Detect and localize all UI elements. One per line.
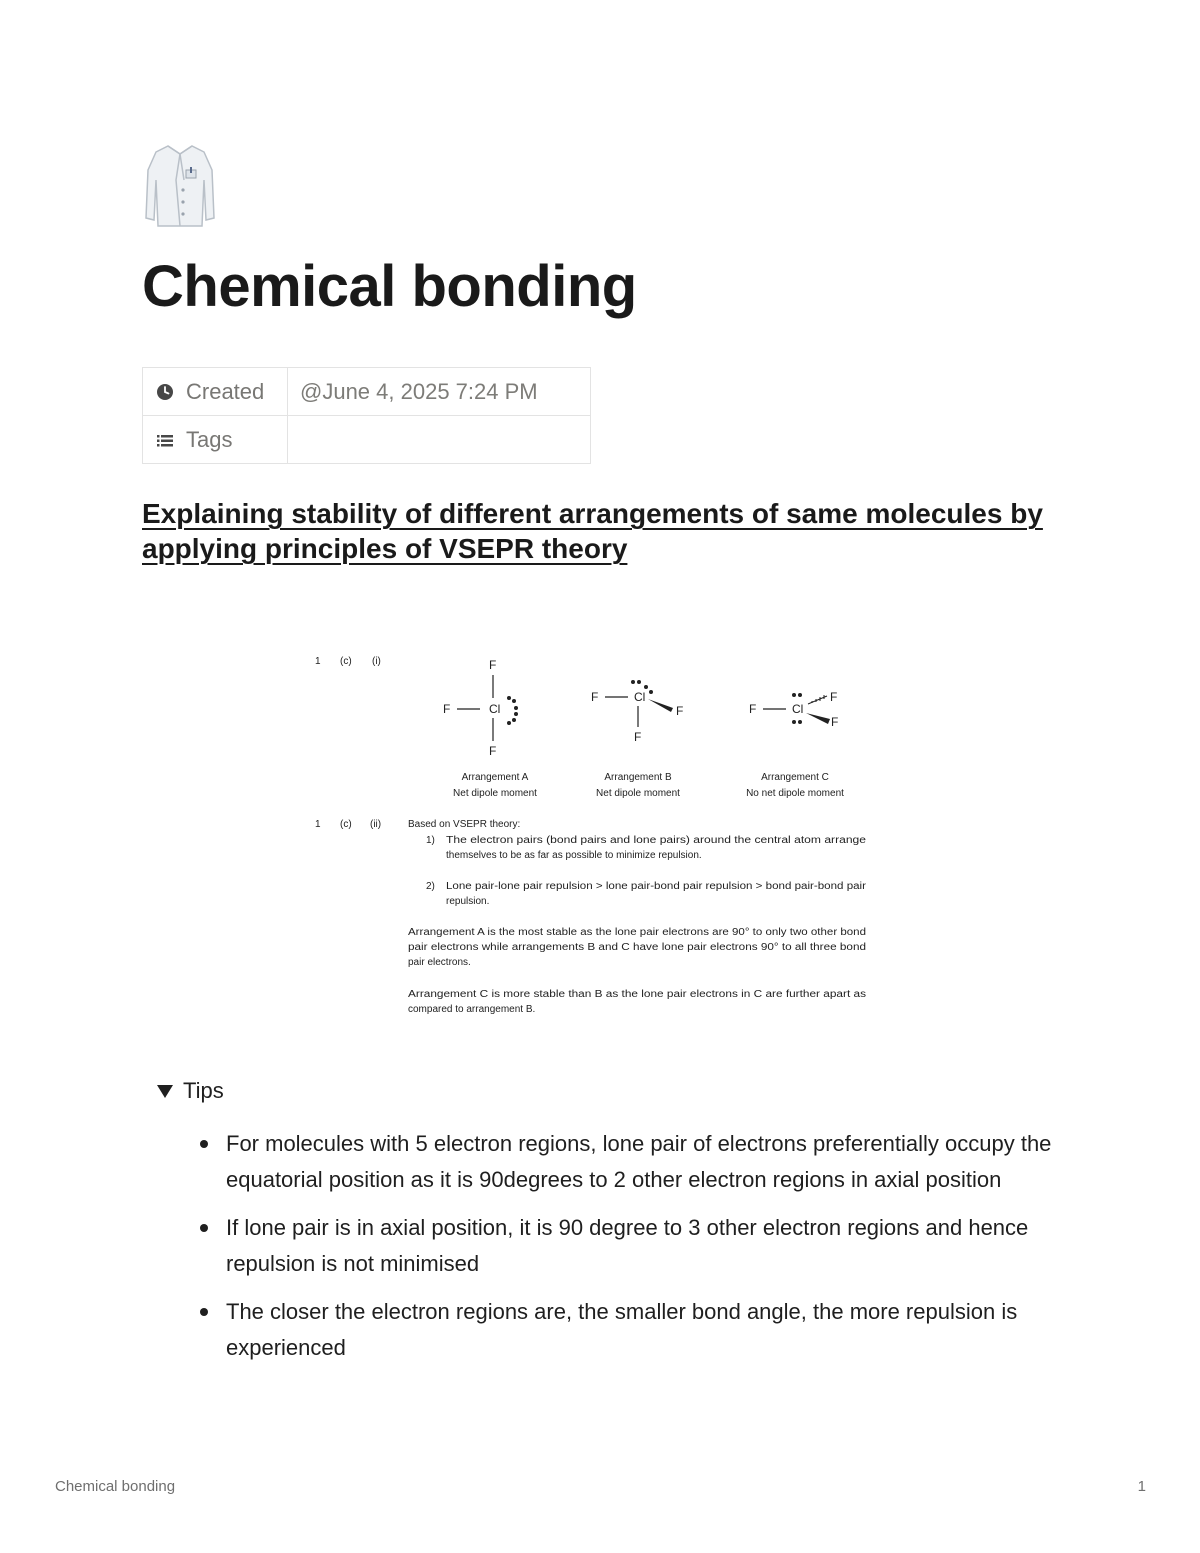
molecule-b: [591, 680, 683, 744]
svg-text:Cl: Cl: [489, 702, 501, 716]
property-key-tags: [143, 416, 288, 464]
list-item: If lone pair is in axial position, it is 90 degree to 3 other electron regions and hence repulsion is not minimised: [198, 1210, 1058, 1281]
property-key-created: [143, 368, 288, 416]
figure-question-part: (c): [340, 656, 352, 667]
bullet-icon: [200, 1140, 208, 1148]
point-1-number: 1): [426, 835, 435, 846]
svg-text:The electron pairs (bond pairs: The electron pairs (bond pairs and lone pairs) around the central atom arrange: [446, 835, 867, 846]
svg-text:Cl: Cl: [634, 690, 646, 704]
figure-question-number-2: 1: [315, 819, 321, 830]
clock-icon: [156, 383, 174, 401]
svg-text:compared to arrangement B.: compared to arrangement B.: [408, 1004, 536, 1015]
property-label: Tags: [186, 426, 233, 452]
arrangement-a-name: Arrangement A: [461, 772, 529, 783]
svg-text:Arrangement A is the most stab: Arrangement A is the most stable as the lone pair electrons are 90° to only two other bond: [408, 927, 866, 938]
arrangement-c-dipole: No net dipole moment: [746, 788, 844, 799]
figure-question-sub-2: (ii): [370, 819, 382, 830]
properties-table: [142, 367, 591, 464]
arrangement-b-name: Arrangement B: [604, 772, 672, 783]
svg-text:Cl: Cl: [792, 702, 804, 716]
figure-question-number: 1: [315, 656, 321, 667]
svg-text:F: F: [830, 690, 838, 704]
svg-text:Lone pair-lone pair repulsion: Lone pair-lone pair repulsion > lone pair-bond pair repulsion > bond pair-bond pair: [446, 881, 867, 892]
svg-text:F: F: [443, 702, 451, 716]
molecule-a: [443, 658, 518, 758]
property-row-tags: [143, 416, 591, 464]
page-number: 1: [1137, 1478, 1146, 1495]
tips-list: [198, 1126, 1058, 1378]
footer-title: Chemical bonding: [55, 1478, 176, 1495]
svg-text:F: F: [634, 730, 642, 744]
property-value-tags[interactable]: [288, 416, 591, 464]
svg-text:repulsion.: repulsion.: [446, 896, 490, 907]
bullet-icon: [200, 1224, 208, 1232]
svg-text:pair electrons.: pair electrons.: [408, 957, 471, 968]
svg-text:pair electrons while arrangeme: pair electrons while arrangements B and C have lone pair electrons 90° to all three bond: [408, 942, 866, 953]
svg-text:F: F: [489, 658, 497, 672]
list-icon: [156, 431, 174, 449]
svg-text:F: F: [749, 702, 757, 716]
svg-text:F: F: [489, 744, 497, 758]
property-label: Created: [186, 378, 265, 404]
vsepr-figure-image: [300, 640, 880, 1020]
figure-question-part-2: (c): [340, 819, 352, 830]
lab-coat-icon: [142, 140, 218, 230]
tips-toggle[interactable]: [157, 1078, 224, 1104]
figure-intro: Based on VSEPR theory:: [408, 819, 521, 830]
svg-text:F: F: [676, 704, 684, 718]
svg-text:F: F: [591, 690, 599, 704]
point-2-number: 2): [426, 881, 435, 892]
svg-text:F: F: [831, 715, 839, 729]
list-item: For molecules with 5 electron regions, lone pair of electrons preferentially occupy the equatorial position as it is 90degrees to 2 other electron regions in axial position: [198, 1126, 1058, 1197]
molecule-c: [749, 690, 838, 729]
page-title: Chemical bonding: [142, 254, 637, 319]
property-value-created[interactable]: @June 4, 2025 7:24 PM: [288, 368, 591, 416]
triangle-down-icon[interactable]: [157, 1085, 173, 1098]
section-heading: Explaining stability of different arrangements of same molecules by applying principles of VSEPR theory: [142, 498, 1043, 564]
svg-text:Arrangement C is more stable t: Arrangement C is more stable than B as the lone pair electrons in C are further apart as: [408, 989, 866, 1000]
list-item: The closer the electron regions are, the smaller bond angle, the more repulsion is experienced: [198, 1294, 1058, 1365]
property-row-created: [143, 368, 591, 416]
arrangement-b-dipole: Net dipole moment: [596, 788, 680, 799]
tips-label: Tips: [183, 1078, 224, 1103]
arrangement-a-dipole: Net dipole moment: [453, 788, 537, 799]
arrangement-c-name: Arrangement C: [761, 772, 829, 783]
bullet-icon: [200, 1308, 208, 1316]
figure-question-sub: (i): [372, 656, 381, 667]
svg-text:themselves to be as far as pos: themselves to be as far as possible to minimize repulsion.: [446, 850, 702, 861]
